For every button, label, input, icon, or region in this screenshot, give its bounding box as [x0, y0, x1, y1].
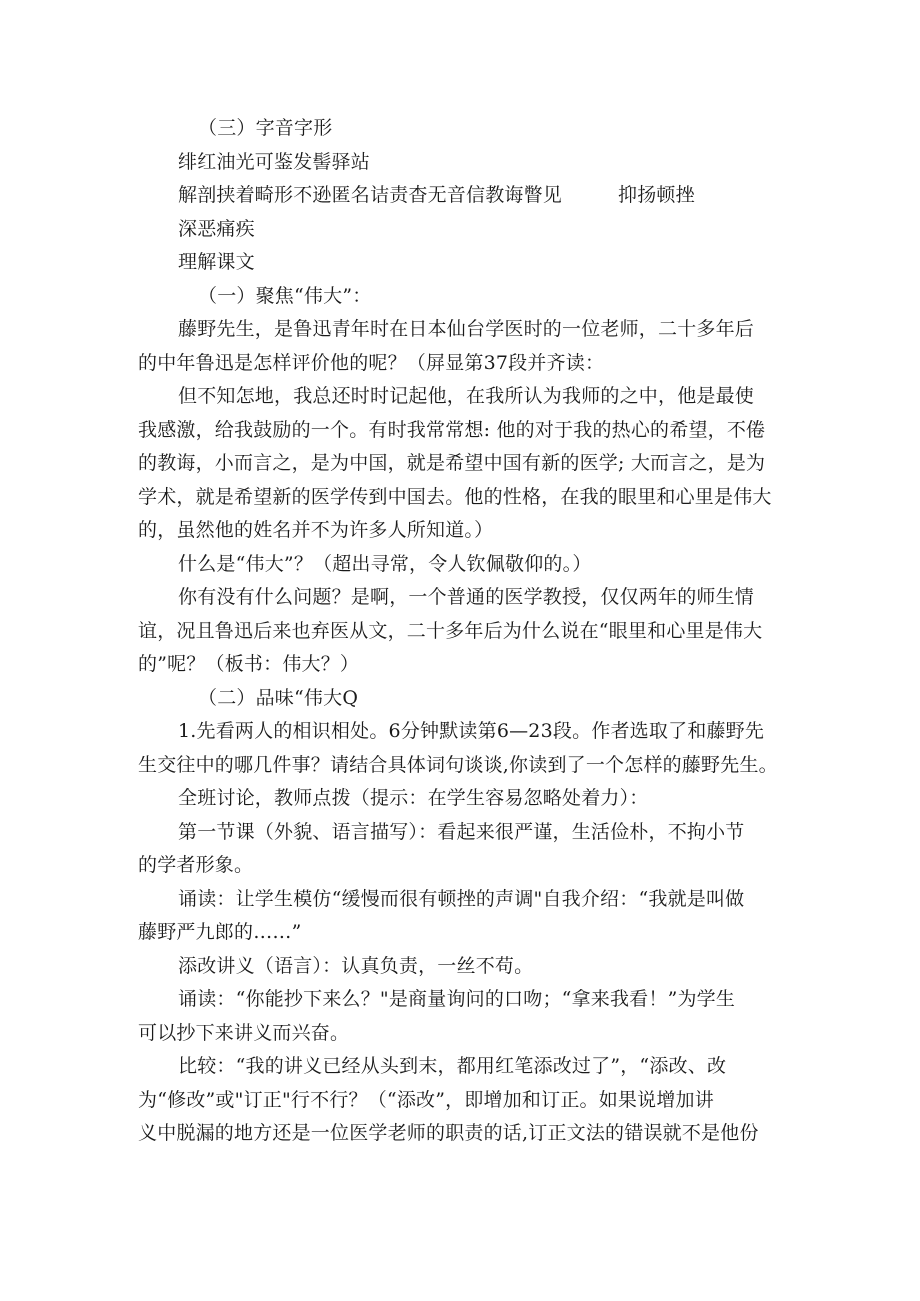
paragraph-line: 谊，况且鲁迅后来也弃医从文，二十多年后为什么说在“眼里和心里是伟大	[138, 619, 763, 642]
vocab-line-3: 深恶痛疾	[178, 217, 255, 240]
paragraph-line: 你有没有什么问题？是啊，一个普通的医学教授，仅仅两年的师生情	[178, 586, 755, 608]
paragraph-line: 可以抄下来讲义而兴奋。	[138, 1021, 350, 1044]
quote-line: 的，虽然他的姓名并不为许多人所知道。）	[138, 519, 494, 541]
paragraph-line: 义中脱漏的地方还是一位医学老师的职责的话,订正文法的错误就不是他份	[138, 1122, 759, 1144]
paragraph-line: 藤野先生，是鲁迅青年时在日本仙台学医时的一位老师，二十多年后	[178, 318, 755, 340]
paragraph-line: 添改讲义（语言）：认真负责，一丝不苟。	[178, 954, 534, 977]
paragraph-line: 的”呢？（板书：伟大？）	[138, 653, 360, 675]
paragraph-line: 诵读：让学生模仿“缓慢而很有顿挫的声调"自我介绍：“我就是叫做	[178, 887, 745, 910]
vocab-line-2-main: 解剖挟着畸形不逊匿名诘责杳无音信教诲瞥见	[178, 184, 563, 206]
paragraph-line: 诵读：“你能抄下来么？"是商量询问的口吻；“拿来我看！”为学生	[178, 988, 736, 1010]
section-heading-pronunciation: （三）字音字形	[198, 117, 333, 139]
paragraph-line: 的中年鲁迅是怎样评价他的呢？（屏显第37段并齐读：	[138, 351, 605, 374]
paragraph-line: 第一节课（外貌、语言描写）：看起来很严谨，生活俭朴，不拘小节	[178, 820, 745, 843]
subsection-heading-2: （二）品味“伟大Q	[198, 686, 359, 709]
vocab-line-2-extra: 抑扬顿挫	[618, 184, 695, 206]
paragraph-line: 藤野严九郎的……”	[138, 921, 302, 943]
paragraph-line: 什么是“伟大”？（超出寻常，令人钦佩敬仰的。）	[178, 552, 592, 575]
part-title: 理解课文	[178, 251, 255, 273]
vocab-line-2	[138, 179, 798, 213]
vocab-line-1: 绯红油光可鉴发髻驿站	[178, 150, 371, 173]
paragraph-line: 生交往中的哪几件事？请结合具体词句谈谈,你读到了一个怎样的藤野先生。	[138, 753, 778, 776]
paragraph-line: 比较：“我的讲义已经从头到末，都用红笔添改过了”，“添改、改	[178, 1055, 727, 1077]
quote-line: 学术，就是希望新的医学传到中国去。他的性格，在我的眼里和心里是伟大	[138, 485, 772, 508]
paragraph-line: 的学者形象。	[138, 854, 254, 876]
paragraph-line: 全班讨论，教师点拨（提示：在学生容易忽略处着力）：	[178, 787, 649, 809]
paragraph-line: 1.先看两人的相识相处。6分钟默读第6—23段。作者选取了和藤野先	[178, 720, 765, 742]
quote-line: 但不知怎地，我总还时时记起他，在我所认为我师的之中，他是最使	[178, 385, 755, 407]
paragraph-line: 为“修改”或"订正"行不行？（“添改”，即增加和订正。如果说增加讲	[138, 1088, 714, 1111]
subsection-heading-1: （一）聚焦“伟大”：	[198, 284, 372, 307]
document-page	[138, 112, 798, 1151]
quote-line: 的教诲，小而言之，是为中国，就是希望中国有新的医学; 大而言之，是为	[138, 452, 766, 474]
quote-line: 我感激，给我鼓励的一个。有时我常常想: 他的对于我的热心的希望，不倦	[138, 418, 766, 441]
